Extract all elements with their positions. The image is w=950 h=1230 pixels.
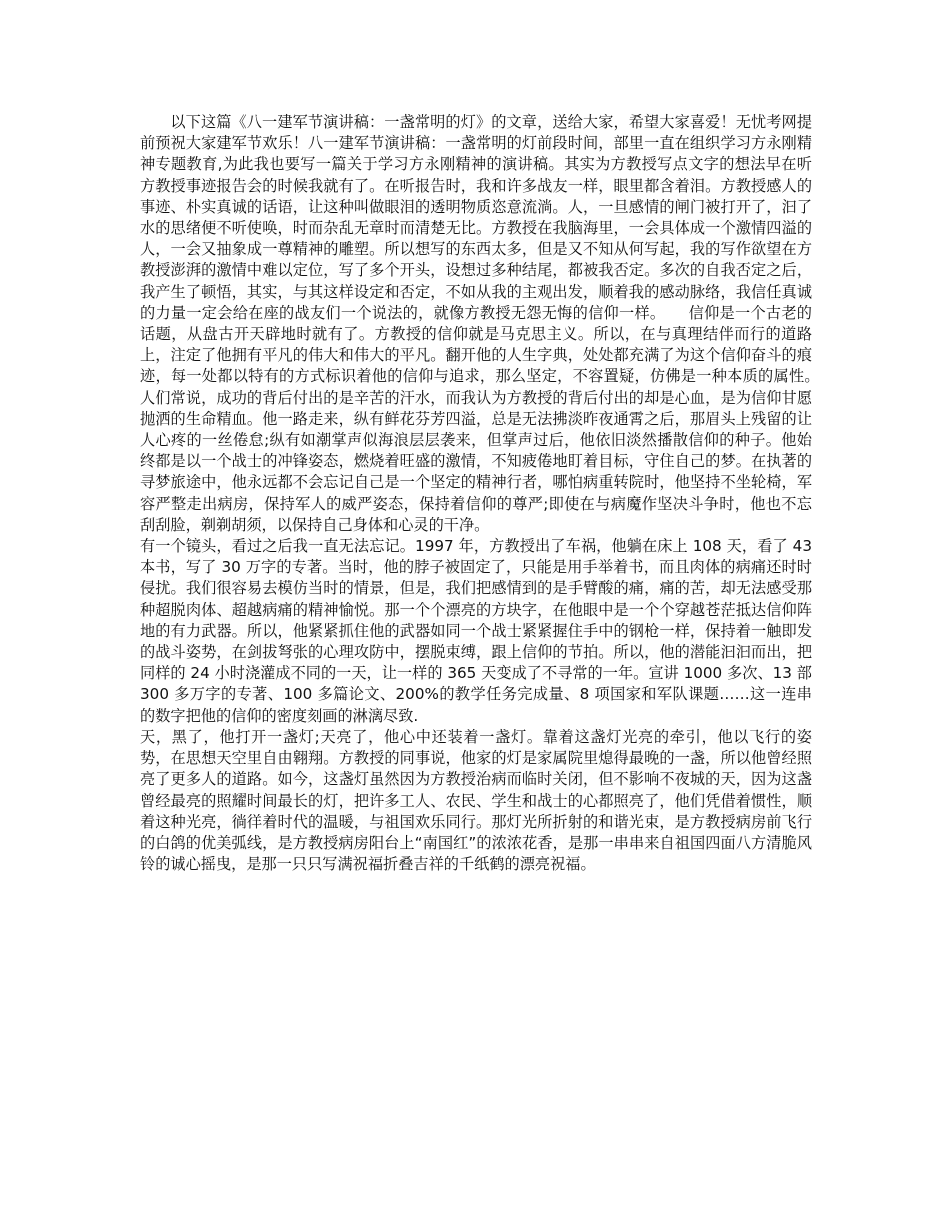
paragraph-2: 有一个镜头，看过之后我一直无法忘记。1997 年，方教授出了车祸，他躺在床上 108 天，看了 43 本书，写了 30 万字的专著。当时，他的脖子被固定了，只能是用手举着书，而且肉体的病痛还时时侵扰。我们很容易去模仿当时的情景，但是，我们把感情到的是手臂酸的痛，痛的苦，却无法感受那种超脱肉体、超越病痛的精神愉悦。那一个个漂亮的方块字，在他眼中是一个个穿越苍茫抵达信仰阵地的有力武器。所以，他紧紧抓住他的武器如同一个战士紧紧握住手中的钢枪一样，保持着一触即发的战斗姿势，在剑拔弩张的心理攻防中，摆脱束缚，跟上信仰的节拍。所以，他的潜能汩汩而出，把同样的 24 小时浇灌成不同的一天，让一样的 365 天变成了不寻常的一年。宣讲 1000 多次、13 部 300 多万字的专著、100 多篇论文、200%的教学任务完成量、8 项国家和军队课题……这一连串的数字把他的信仰的密度刻画的淋漓尽致.: [140, 537, 812, 725]
paragraph-3: 天，黑了，他打开一盏灯;天亮了，他心中还装着一盏灯。靠着这盏灯光亮的牵引，他以飞行的姿势，在思想天空里自由翱翔。方教授的同事说，他家的灯是家属院里熄得最晚的一盏，所以他曾经照亮了更多人的道路。如今，这盏灯虽然因为方教授治病而临时关闭，但不影响不夜城的天，因为这盏曾经最亮的照耀时间最长的灯，把许多工人、农民、学生和战士的心都照亮了，他们凭借着惯性，顺着这种光亮，徜徉着时代的温暖，与祖国欢乐同行。那灯光所折射的和谐光束，是方教授病房前飞行的白鸽的优美弧线，是方教授病房阳台上“南国红”的浓浓花香，是那一串串来自祖国四面八方清脆风铃的诚心摇曳，是那一只只写满祝福折叠吉祥的千纸鹤的漂亮祝福。: [140, 727, 812, 874]
article-body: [140, 112, 843, 875]
paragraph-1: 以下这篇《八一建军节演讲稿：一盏常明的灯》的文章，送给大家，希望大家喜爱！无忧考网提前预祝大家建军节欢乐！八一建军节演讲稿：一盏常明的灯前段时间，部里一直在组织学习方永刚精神专题教育,为此我也要写一篇关于学习方永刚精神的演讲稿。其实为方教授写点文字的想法早在听方教授事迹报告会的时候我就有了。在听报告时，我和许多战友一样，眼里都含着泪。方教授感人的事迹、朴实真诚的话语，让这种叫做眼泪的透明物质恣意流淌。人，一旦感情的闸门被打开了，汩了水的思绪便不听使唤，时而杂乱无章时而清楚无比。方教授在我脑海里，一会具体成一个激情四溢的人，一会又抽象成一尊精神的雕塑。所以想写的东西太多，但是又不知从何写起，我的写作欲望在方教授澎湃的激情中难以定位，写了多个开头，设想过多种结尾，都被我否定。多次的自我否定之后，我产生了顿悟，其实，与其这样设定和否定，不如从我的主观出发，顺着我的感动脉络，我信任真诚的力量一定会给在座的战友们一个说法的，就像方教授无怨无悔的信仰一样。 信仰是一个古老的话题，从盘古开天辟地时就有了。方教授的信仰就是马克思主义。所以，在与真理结伴而行的道路上，注定了他拥有平凡的伟大和伟大的平凡。翻开他的人生字典，处处都充满了为这个信仰奋斗的痕迹，每一处都以特有的方式标识着他的信仰与追求，那么坚定，不容置疑，仿佛是一种本质的属性。 人们常说，成功的背后付出的是辛苦的汗水，而我认为方教授的背后付出的却是心血，是为信仰甘愿抛洒的生命精血。他一路走来，纵有鲜花芬芳四溢，总是无法拂淡昨夜通霄之后，那眉头上残留的让人心疼的一丝倦怠;纵有如潮掌声似海浪层层袭来，但掌声过后，他依旧淡然播散信仰的种子。他始终都是以一个战士的冲锋姿态，燃烧着旺盛的激情，不知疲倦地盯着目标，守住自己的梦。在执著的寻梦旅途中，他永远都不会忘记自己是一个坚定的精神行者，哪怕病重转院时，他坚持不坐轮椅，军容严整走出病房，保持军人的威严姿态，保持着信仰的尊严;即使在与病魔作坚决斗争时，他也不忘刮刮脸，剃剃胡须，以保持自己身体和心灵的干净。: [140, 113, 843, 534]
